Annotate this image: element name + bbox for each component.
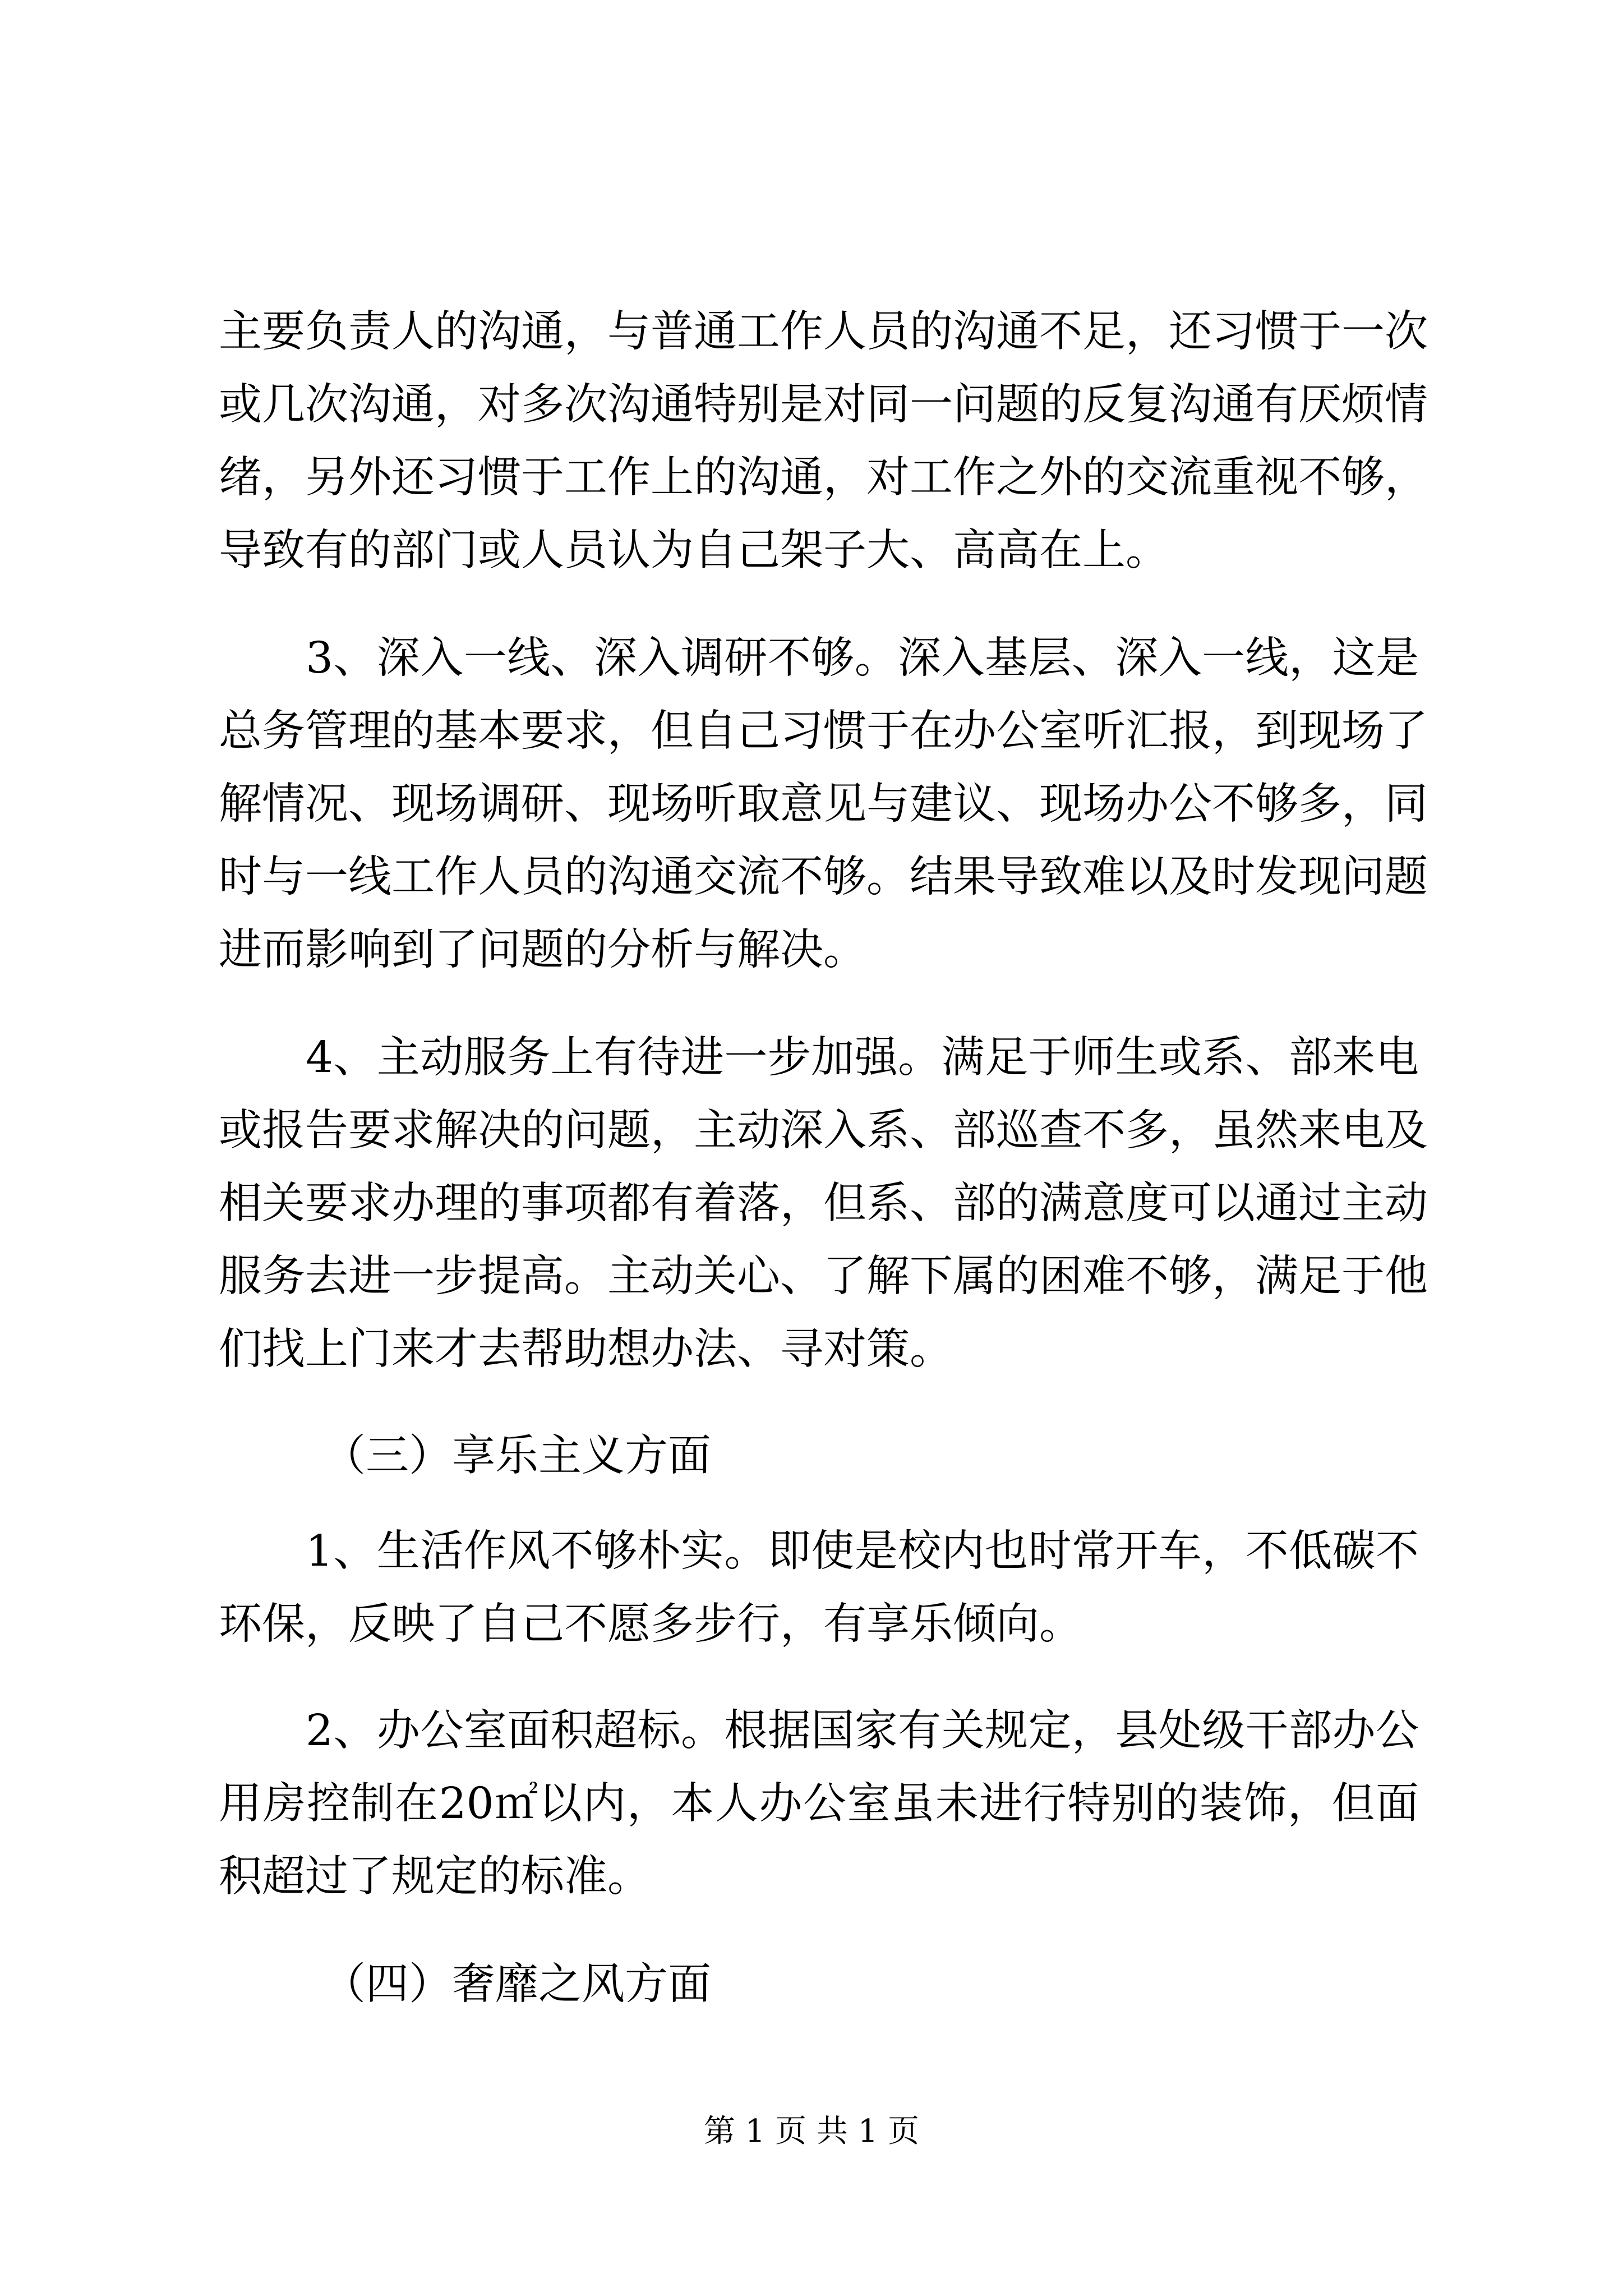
section-heading: （三）享乐主义方面	[322, 1431, 711, 1481]
page-number-footer: 第 1 页 共 1 页	[703, 2113, 920, 2150]
paragraph-line: 进而影响到了问题的分析与解决。	[219, 925, 866, 975]
paragraph-line: 时与一线工作人员的沟通交流不够。结果导致难以及时发现问题	[219, 852, 1428, 902]
paragraph-line: 或几次沟通，对多次沟通特别是对同一问题的反复沟通有厌烦情	[219, 380, 1428, 430]
paragraph-line: 们找上门来才去帮助想办法、寻对策。	[219, 1324, 953, 1374]
paragraph-first-line: 3、深入一线、深入调研不够。深入基层、深入一线，这是	[306, 633, 1419, 683]
paragraph-line: 积超过了规定的标准。	[219, 1852, 651, 1902]
paragraph-first-line: 4、主动服务上有待进一步加强。满足于师生或系、部来电	[306, 1033, 1419, 1083]
paragraph-line: 绪，另外还习惯于工作上的沟通，对工作之外的交流重视不够，	[219, 453, 1428, 503]
paragraph-line: 环保，反映了自己不愿多步行，有享乐倾向。	[219, 1599, 1082, 1649]
paragraph-line: 主要负责人的沟通，与普通工作人员的沟通不足，还习惯于一次	[219, 307, 1428, 357]
section-heading: （四）奢靡之风方面	[322, 1959, 711, 2009]
paragraph-line: 用房控制在20㎡以内，本人办公室虽未进行特别的装饰，但面	[219, 1779, 1419, 1829]
paragraph-line: 服务去进一步提高。主动关心、了解下属的困难不够，满足于他	[219, 1251, 1428, 1301]
paragraph-line: 解情况、现场调研、现场听取意见与建议、现场办公不够多，同	[219, 779, 1428, 829]
paragraph-line: 或报告要求解决的问题，主动深入系、部巡查不多，虽然来电及	[219, 1106, 1428, 1156]
paragraph-line: 总务管理的基本要求，但自己习惯于在办公室听汇报，到现场了	[219, 706, 1428, 756]
paragraph-first-line: 2、办公室面积超标。根据国家有关规定，县处级干部办公	[306, 1706, 1419, 1756]
paragraph-line: 导致有的部门或人员认为自己架子大、高高在上。	[219, 526, 1169, 576]
paragraph-first-line: 1、生活作风不够朴实。即使是校内也时常开车，不低碳不	[306, 1526, 1419, 1576]
paragraph-line: 相关要求办理的事项都有着落，但系、部的满意度可以通过主动	[219, 1179, 1428, 1228]
